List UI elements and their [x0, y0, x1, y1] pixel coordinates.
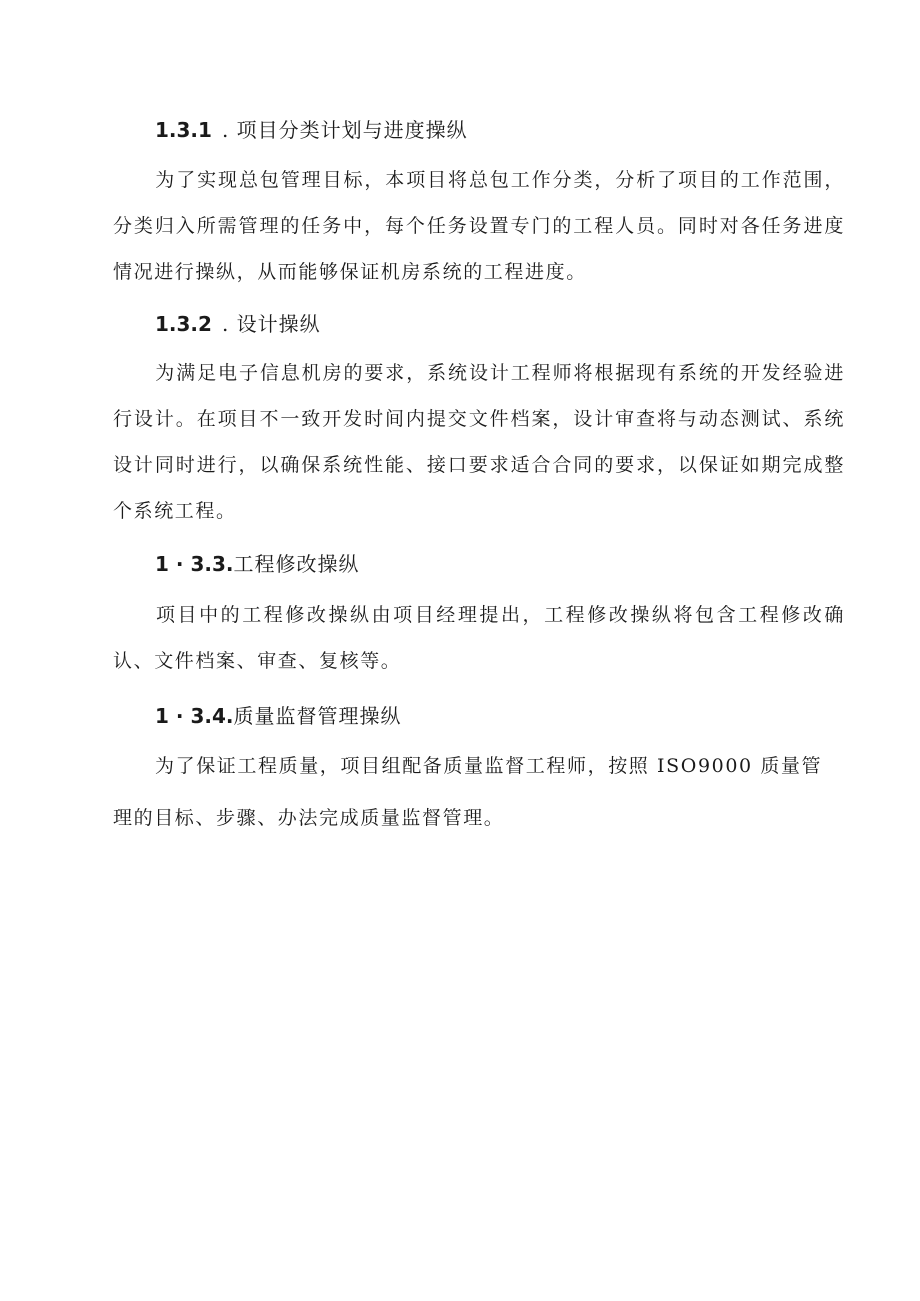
section-number: 1 · 3.3. [155, 552, 234, 576]
section-body-1-3-1 [113, 157, 845, 295]
paragraph-text: 为了实现总包管理目标，本项目将总包工作分类，分析了项目的工作范围，分类归入所需管理的任务中，每个任务设置专门的工程人员。同时对各任务进度情况进行操纵，从而能够保证机房系统的工程进度。 [113, 169, 845, 283]
section-heading-1-3-4 [155, 702, 401, 730]
paragraph-text: 为满足电子信息机房的要求，系统设计工程师将根据现有系统的开发经验进行设计。在项目不一致开发时间内提交文件档案，设计审查将与动态测试、系统设计同时进行，以确保系统性能、接口要求适合合同的要求，以保证如期完成整个系统工程。 [113, 362, 845, 522]
section-title: 质量监督管理操纵 [233, 704, 402, 728]
section-number: 1 · 3.4. [155, 704, 234, 728]
section-number: 1.3.2 [155, 312, 212, 336]
section-heading-1-3-3 [155, 550, 359, 578]
section-title: 工程修改操纵 [233, 552, 360, 576]
paragraph-text: 项目中的工程修改操纵由项目经理提出，工程修改操纵将包含工程修改确认、文件档案、审查、复核等。 [113, 604, 845, 672]
section-heading-1-3-2 [155, 310, 321, 338]
section-body-1-3-3 [113, 592, 845, 684]
section-heading-1-3-1 [155, 116, 468, 144]
section-body-1-3-4-line-1: 为了保证工程质量，项目组配备质量监督工程师，按照 ISO9000 质量管 [155, 755, 823, 777]
section-number: 1.3.1 [155, 118, 212, 142]
section-title: . 设计操纵 [221, 312, 321, 336]
section-body-1-3-4-line-2: 理的目标、步骤、办法完成质量监督管理。 [113, 807, 505, 829]
section-body-1-3-2 [113, 350, 845, 534]
section-title: . 项目分类计划与进度操纵 [221, 118, 468, 142]
